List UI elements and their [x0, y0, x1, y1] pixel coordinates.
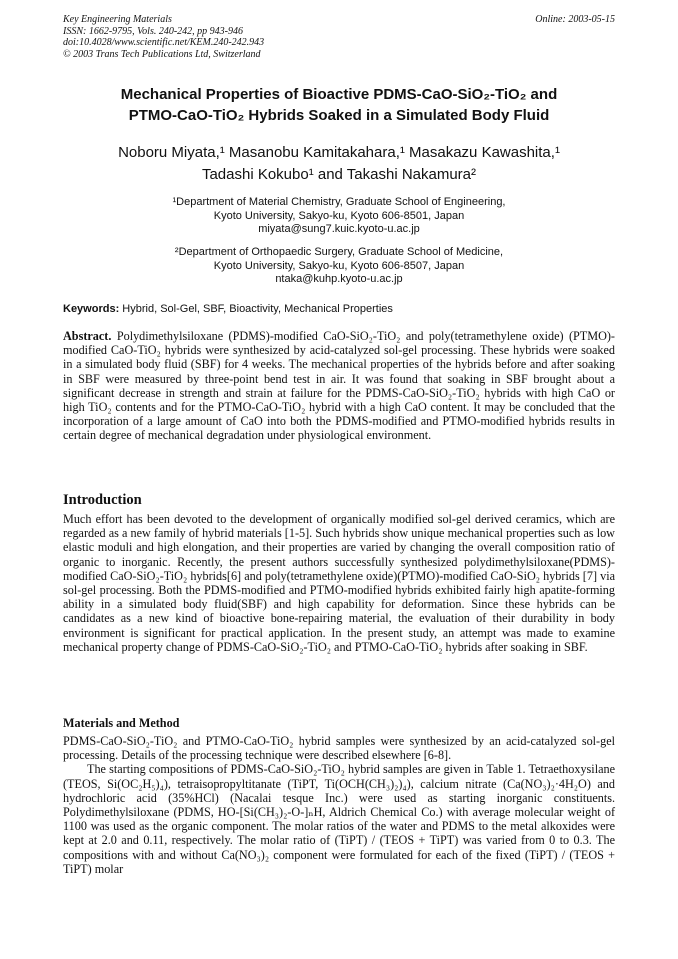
- doi-line: doi:10.4028/www.scientific.net/KEM.240-242.943: [63, 37, 265, 48]
- paper-title: [40, 84, 638, 126]
- affiliation-1-address: Kyoto University, Sakyo-ku, Kyoto 606-8501, Japan: [213, 209, 465, 222]
- introduction-paragraph: Much effort has been devoted to the development of organically modified sol-gel derived ceramics, which are regarded as a new family of hybrid materials [1-5]. Such hybrids show unique mechanical properties such as low elastic moduli and high elongation, and their properties are varied by changing the overall composition ratio of organic to inorganic. Recently, the present authors successfully synthesized polydimethylsiloxane(PDMS)-modified CaO-SiO₂-TiO₂ hybrids[6] and poly(tetramethylene oxide)(PTMO)-modified CaO-SiO₂ hybrids [7] via sol-gel processing. Both the PDMS-modified and PTMO-modified hybrids exhibited fairly high apatite-forming ability in a simulated body fluid(SBF) and high capability for deformation. Since these hybrids can be candidates as a new kind of bioactive bone-repairing material, the evaluation of their durability in body environment is significant for practical application. In the present study, an attempt was made to examine mechanical property change of PDMS-CaO-SiO₂-TiO₂ and PTMO-CaO-TiO₂ hybrids after soaking in SBF.: [63, 512, 615, 654]
- introduction-heading: Introduction: [63, 492, 142, 508]
- materials-heading: Materials and Method: [63, 716, 180, 730]
- affiliation-1-email: miyata@sung7.kuic.kyoto-u.ac.jp: [258, 223, 420, 235]
- affiliation-2: [40, 246, 638, 287]
- keywords-text: Hybrid, Sol-Gel, SBF, Bioactivity, Mechanical Properties: [119, 303, 393, 315]
- online-date: Online: 2003-05-15: [535, 14, 615, 25]
- keywords-label: Keywords:: [63, 303, 120, 315]
- authors-line-2: Tadashi Kokubo¹ and Takashi Nakamura²: [201, 166, 477, 183]
- affiliation-2-dept: ²Department of Orthopaedic Surgery, Graduate School of Medicine,: [174, 246, 504, 258]
- materials-body: [63, 734, 615, 876]
- issn-line: ISSN: 1662-9795, Vols. 240-242, pp 943-946: [63, 25, 243, 37]
- authors-line-1: Noboru Miyata,¹ Masanobu Kamitakahara,¹ Masakazu Kawashita,¹: [118, 144, 560, 161]
- journal-header: [63, 14, 615, 60]
- materials-paragraph-2: The starting compositions of PDMS-CaO-SiO₂-TiO₂ hybrid samples are given in Table 1. Tetraethoxysilane (TEOS, Si(OC₂H₅)₄), tetraisopropyltitanate (TiPT, Ti(OCH(CH₃)₂)₄), calcium nitrate (Ca(NO₃)₂·4H₂O) and hydrochloric acid (35%HCl) (Nacalai tesque Inc.) were used as starting inorganic constituents. Polydimethylsiloxane (PDMS, HO-[Si(CH₃)₂-O-]ₙH, Aldrich Chemical Co.) with average molecular weight of 1100 was used as the organic component. The molar ratios of the water and PDMS to the metal alkoxides were kept at 2.0 and 0.11, respectively. The molar ratio of (TiPT) / (TEOS + TiPT) was varied from 0 to 0.3. The compositions with and without Ca(NO₃)₂ component were formulated for each of the fixed (TiPT) / (TEOS + TiPT) molar: [63, 762, 615, 876]
- affiliation-1-dept: ¹Department of Material Chemistry, Graduate School of Engineering,: [172, 196, 506, 208]
- title-line-1: Mechanical Properties of Bioactive PDMS-CaO-SiO₂-TiO₂ and: [120, 86, 558, 103]
- abstract-label: Abstract.: [63, 329, 112, 343]
- materials-paragraph-1: PDMS-CaO-SiO₂-TiO₂ and PTMO-CaO-TiO₂ hybrid samples were synthesized by an acid-catalyzed sol-gel processing. Details of the processing technique were described elsewhere [6-8].: [63, 734, 615, 763]
- journal-name: Key Engineering Materials: [63, 14, 172, 25]
- keywords: [63, 302, 615, 316]
- affiliation-1: [40, 196, 638, 237]
- copyright-line: © 2003 Trans Tech Publications Ltd, Switzerland: [63, 48, 261, 60]
- abstract: [63, 329, 615, 443]
- author-list: [40, 142, 638, 186]
- abstract-text: Polydimethylsiloxane (PDMS)-modified CaO-SiO₂-TiO₂ and poly(tetramethylene oxide) (PTMO)-modified CaO-TiO₂ hybrids were synthesized by acid-catalyzed sol-gel processing. These hybrids were soaked in a simulated body fluid (SBF) for 4 weeks. The mechanical properties of the hybrids before and after soaking in SBF were measured by three-point bend test in air. It was found that soaking in SBF brought about a significant decrease in strength and strain at failure for the PDMS-CaO-SiO₂-TiO₂ hybrids with high CaO or high TiO₂ contents and for the PTMO-CaO-TiO₂ hybrid with a high CaO content. It may be concluded that the incorporation of a large amount of CaO into both the PDMS-modified and PTMO-modified hybrids results in certain degree of mechanical degradation under physiological environment.: [63, 329, 615, 443]
- introduction-body: [63, 512, 615, 654]
- affiliation-2-email: ntaka@kuhp.kyoto-u.ac.jp: [275, 273, 403, 285]
- title-line-2: PTMO-CaO-TiO₂ Hybrids Soaked in a Simulated Body Fluid: [128, 107, 550, 124]
- affiliation-2-address: Kyoto University, Sakyo-ku, Kyoto 606-8507, Japan: [213, 259, 465, 272]
